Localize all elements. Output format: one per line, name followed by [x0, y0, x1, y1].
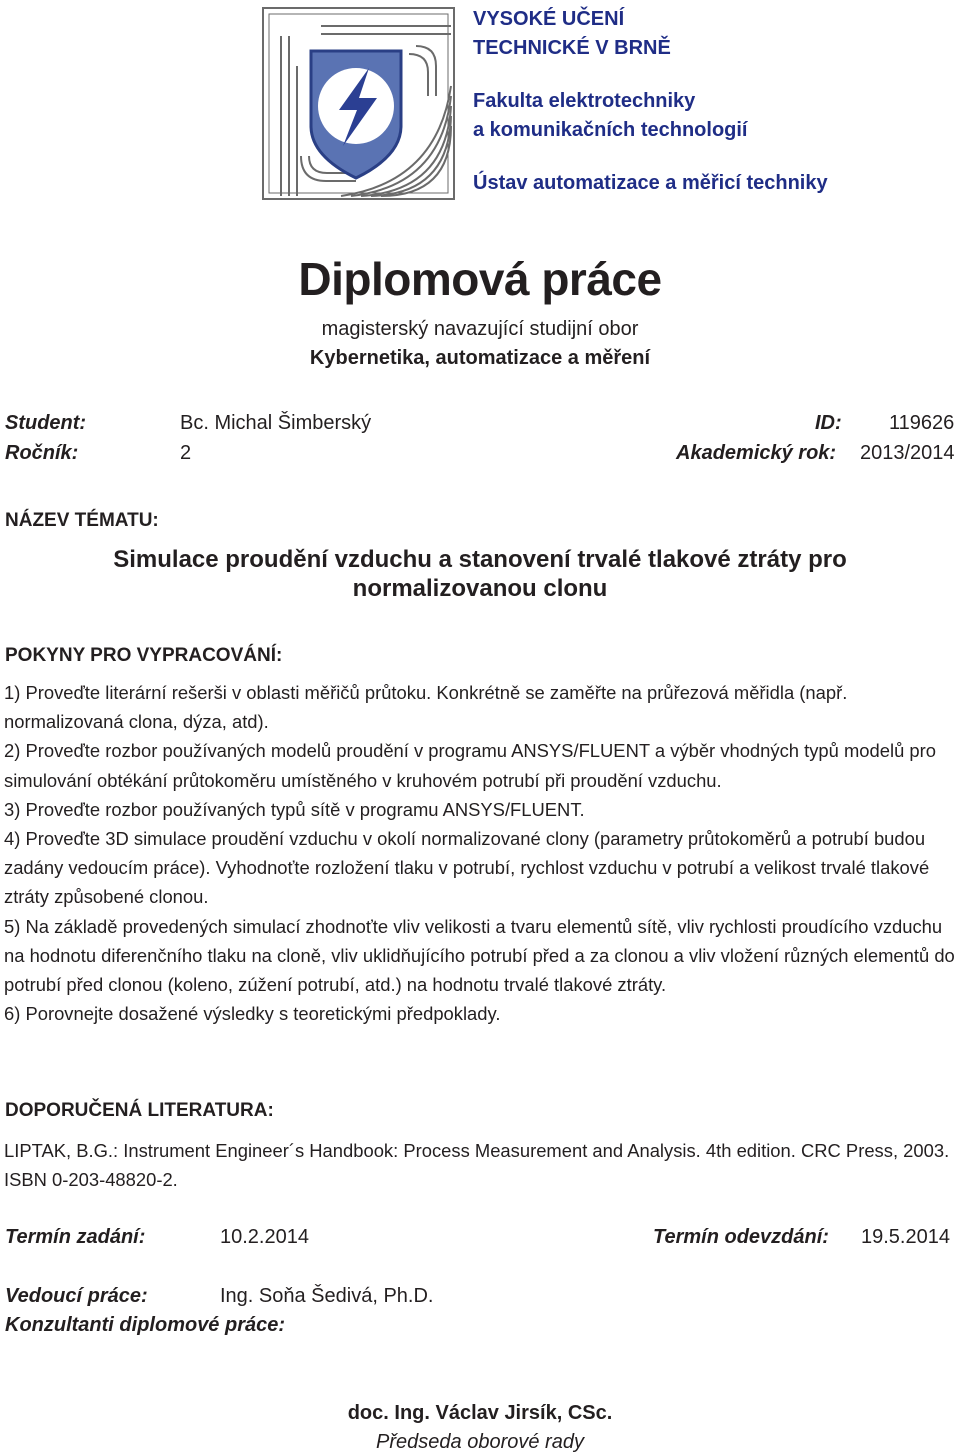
university-name-line1: VYSOKÉ UČENÍ — [473, 8, 625, 30]
literature-text: LIPTAK, B.G.: Instrument Engineer´s Handbook: Process Measurement and Analysis. 4th edition. CRC Press, 2003. ISBN 0-203-48820-2. — [4, 1140, 950, 1191]
year-label: Ročník: — [5, 442, 79, 464]
student-label: Student: — [5, 412, 87, 434]
due-date-value: 19.5.2014 — [861, 1226, 950, 1248]
year-value: 2 — [180, 442, 192, 464]
due-date-label: Termín odevzdání: — [653, 1226, 829, 1248]
instruction-item: 3) Proveďte rozbor používaných typů sítě v programu ANSYS/FLUENT. — [4, 798, 585, 820]
topic-title-line2: normalizovanou clonu — [352, 575, 608, 602]
faculty-line2: a komunikačních technologií — [473, 119, 748, 141]
supervisor-label: Vedoucí práce: — [5, 1285, 148, 1307]
instruction-item: 1) Proveďte literární rešerši v oblasti měřičů průtoku. Konkrétně se zaměřte na průřezová měřidla (např. normalizovaná clona, dýza, atd). — [4, 682, 848, 733]
program-type: magisterský navazující studijní obor — [321, 318, 639, 340]
instructions-list — [4, 678, 958, 1028]
document-title: Diplomová práce — [298, 253, 662, 305]
instructions-heading: POKYNY PRO VYPRACOVÁNÍ: — [5, 645, 283, 666]
instruction-item: 4) Proveďte 3D simulace proudění vzduchu v okolí normalizované clony (parametry průtokoměrů a potrubí budou zadány vedoucím práce). Vyhodnoťte rozložení tlaku v potrubí, rychlost vzduchu v potrubí a velikost trvalé tlakové ztráty způsobené clonou. — [4, 828, 930, 908]
student-value: Bc. Michal Šimberský — [180, 412, 372, 434]
faculty-line1: Fakulta elektrotechniky — [473, 90, 696, 112]
instruction-item: 5) Na základě provedených simulací zhodnoťte vliv velikosti a tvaru elementů sítě, vliv rychlosti proudícího vzduchu na hodnotu diferenčního tlaku na cloně, vliv uklidňujícího potrubí před a za clonou a vliv vložení různých elementů do potrubí před clonou (koleno, zúžení potrubí, atd.) na hodnotu trvalé tlakové ztráty. — [4, 915, 955, 996]
id-label: ID: — [815, 412, 842, 434]
literature-heading: DOPORUČENÁ LITERATURA: — [5, 1100, 274, 1121]
topic-title-line1: Simulace proudění vzduchu a stanovení trvalé tlakové ztráty pro — [113, 546, 847, 573]
consultants-label: Konzultanti diplomové práce: — [5, 1314, 286, 1336]
institute-name: Ústav automatizace a měřicí techniky — [473, 172, 828, 194]
university-name-line2: TECHNICKÉ V BRNĚ — [473, 37, 671, 59]
assigned-date-label: Termín zadání: — [5, 1226, 146, 1248]
instruction-item: 6) Porovnejte dosažené výsledky s teoretickými předpoklady. — [4, 1003, 501, 1025]
supervisor-value: Ing. Soňa Šedivá, Ph.D. — [220, 1285, 434, 1307]
id-value: 119626 — [889, 412, 955, 434]
topic-heading: NÁZEV TÉMATU: — [5, 510, 159, 531]
chair-role: Předseda oborové rady — [376, 1431, 584, 1453]
program-name: Kybernetika, automatizace a měření — [309, 347, 651, 369]
academic-year-value: 2013/2014 — [860, 442, 955, 464]
university-logo — [261, 6, 456, 201]
assigned-date-value: 10.2.2014 — [220, 1226, 309, 1248]
academic-year-label: Akademický rok: — [676, 442, 837, 464]
chair-name: doc. Ing. Václav Jirsík, CSc. — [347, 1402, 613, 1424]
instruction-item: 2) Proveďte rozbor používaných modelů proudění v programu ANSYS/FLUENT a výběr vhodných typů modelů pro simulování obtékání průtokoměru umístěného v kruhovém potrubí při proudění vzduchu. — [4, 740, 936, 791]
